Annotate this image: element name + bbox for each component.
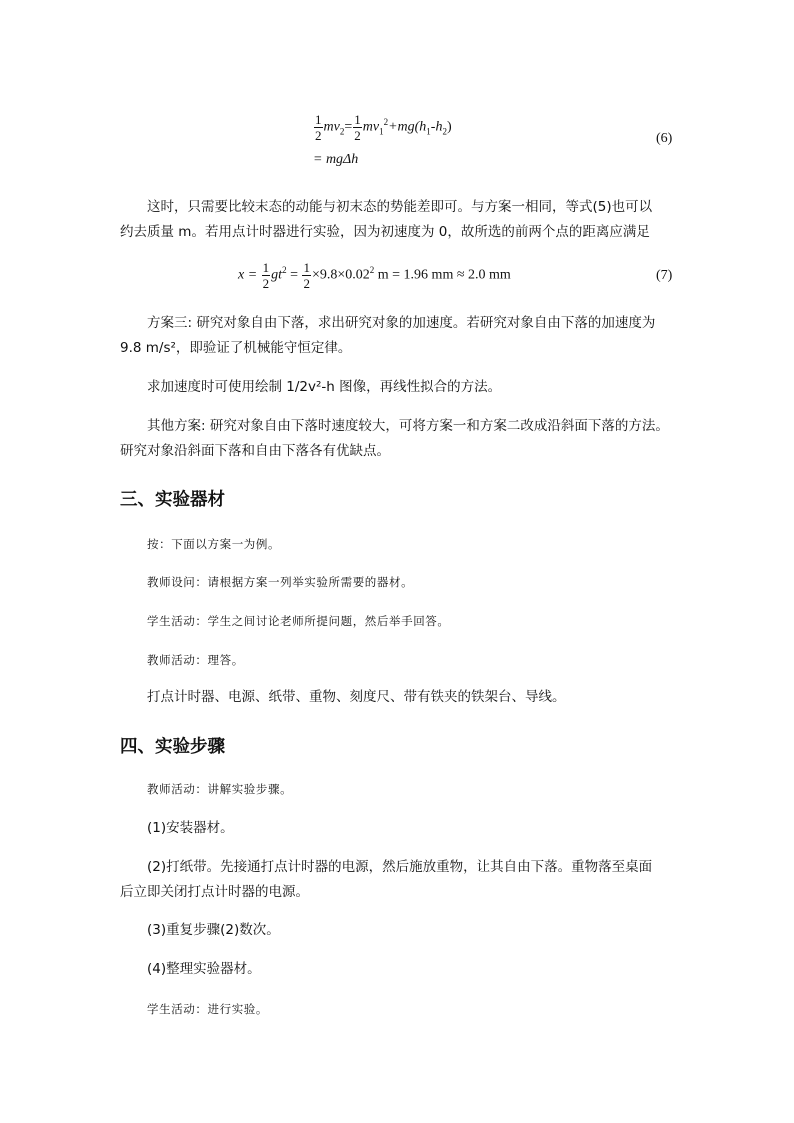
- section-3-equipment-list: 打点计时器、电源、纸带、重物、刻度尺、带有铁夹的铁架台、导线。: [147, 689, 566, 705]
- equation-6: $\frac{1}{2}$ $mv_2=$ $\frac{1}{2}$ $mv_1^2+mg(h_1-h_2)$: [315, 112, 452, 143]
- paragraph-4-line-2: 研究对象沿斜面下落和自由下落各有优缺点。: [120, 443, 390, 459]
- equation-6-line2: = mgΔh: [313, 152, 359, 167]
- section-4-teacher-activity: 教师活动：讲解实验步骤。: [147, 782, 293, 796]
- section-4-heading: 四、实验步骤: [120, 737, 225, 757]
- eq6-equals: =: [344, 119, 353, 135]
- eq6-rhs-potential: +mg(h: [388, 119, 427, 135]
- paragraph-1-line-1: 这时，只需要比较末态的动能与初末态的势能差即可。与方案一相同，等式(5)也可以: [147, 199, 653, 215]
- paragraph-2-line-1: 方案三: 研究对象自由下落，求出研究对象的加速度。若研究对象自由下落的加速度为: [147, 315, 656, 331]
- paragraph-2-line-2: 9.8 m/s²，即验证了机械能守恒定律。: [120, 340, 352, 356]
- equation-7-number: (7): [656, 268, 673, 283]
- section-4-step-3: (3)重复步骤(2)数次。: [147, 922, 280, 938]
- section-4-step-1: (1)安装器材。: [147, 820, 234, 836]
- eq7-equals: =: [290, 267, 298, 283]
- section-3-teacher-question: 教师设问：请根据方案一列举实验所需要的器材。: [147, 575, 414, 589]
- eq7-result: m = 1.96 mm ≈ 2.0 mm: [374, 267, 511, 283]
- section-4-step-2-line-2: 后立即关闭打点计时器的电源。: [120, 884, 309, 900]
- section-3-teacher-activity: 教师活动：理答。: [147, 653, 244, 667]
- paragraph-4-line-1: 其他方案: 研究对象自由下落时速度较大，可将方案一和方案二改成沿斜面下落的方法。: [147, 418, 669, 434]
- fraction-half-2: $\frac{1}{2}$: [354, 112, 361, 143]
- equation-7: x = $\frac{1}{2}$ $gt^2$ = $\frac{1}{2}$ $\times 9.8\times 0.02^2$ m = 1.96 mm ≈ 2.0 mm: [238, 260, 511, 291]
- eq7-lhs: x =: [238, 267, 258, 283]
- section-3-note: 按：下面以方案一为例。: [147, 537, 281, 551]
- eq7-gt: gt: [271, 267, 283, 283]
- eq6-lhs: mv: [323, 119, 340, 135]
- fraction-half-4: $\frac{1}{2}$: [303, 260, 310, 291]
- section-3-heading: 三、实验器材: [120, 490, 225, 510]
- paragraph-1-line-2: 约去质量 m。若用点计时器进行实验，因为初速度为 0，故所选的前两个点的距离应满足: [120, 224, 650, 240]
- paragraph-3: 求加速度时可使用绘制 1/2v²-h 图像，再线性拟合的方法。: [147, 379, 502, 395]
- section-3-student-activity: 学生活动：学生之间讨论老师所提问题，然后举手回答。: [147, 614, 450, 628]
- section-4-step-4: (4)整理实验器材。: [147, 961, 261, 977]
- section-4-step-2-line-1: (2)打纸带。先接通打点计时器的电源，然后施放重物，让其自由下落。重物落至桌面: [147, 859, 653, 875]
- section-4-student-activity: 学生活动：进行实验。: [147, 1002, 268, 1016]
- eq7-expression: ×9.8×0.02: [311, 267, 370, 283]
- eq6-rhs-h2: -h: [430, 119, 443, 135]
- equation-6-number: (6): [656, 131, 673, 146]
- eq6-close-paren: ): [446, 119, 452, 135]
- eq6-rhs-kinetic: mv: [362, 119, 380, 135]
- fraction-half-3: $\frac{1}{2}$: [262, 260, 270, 291]
- fraction-half: $\frac{1}{2}$: [315, 112, 322, 143]
